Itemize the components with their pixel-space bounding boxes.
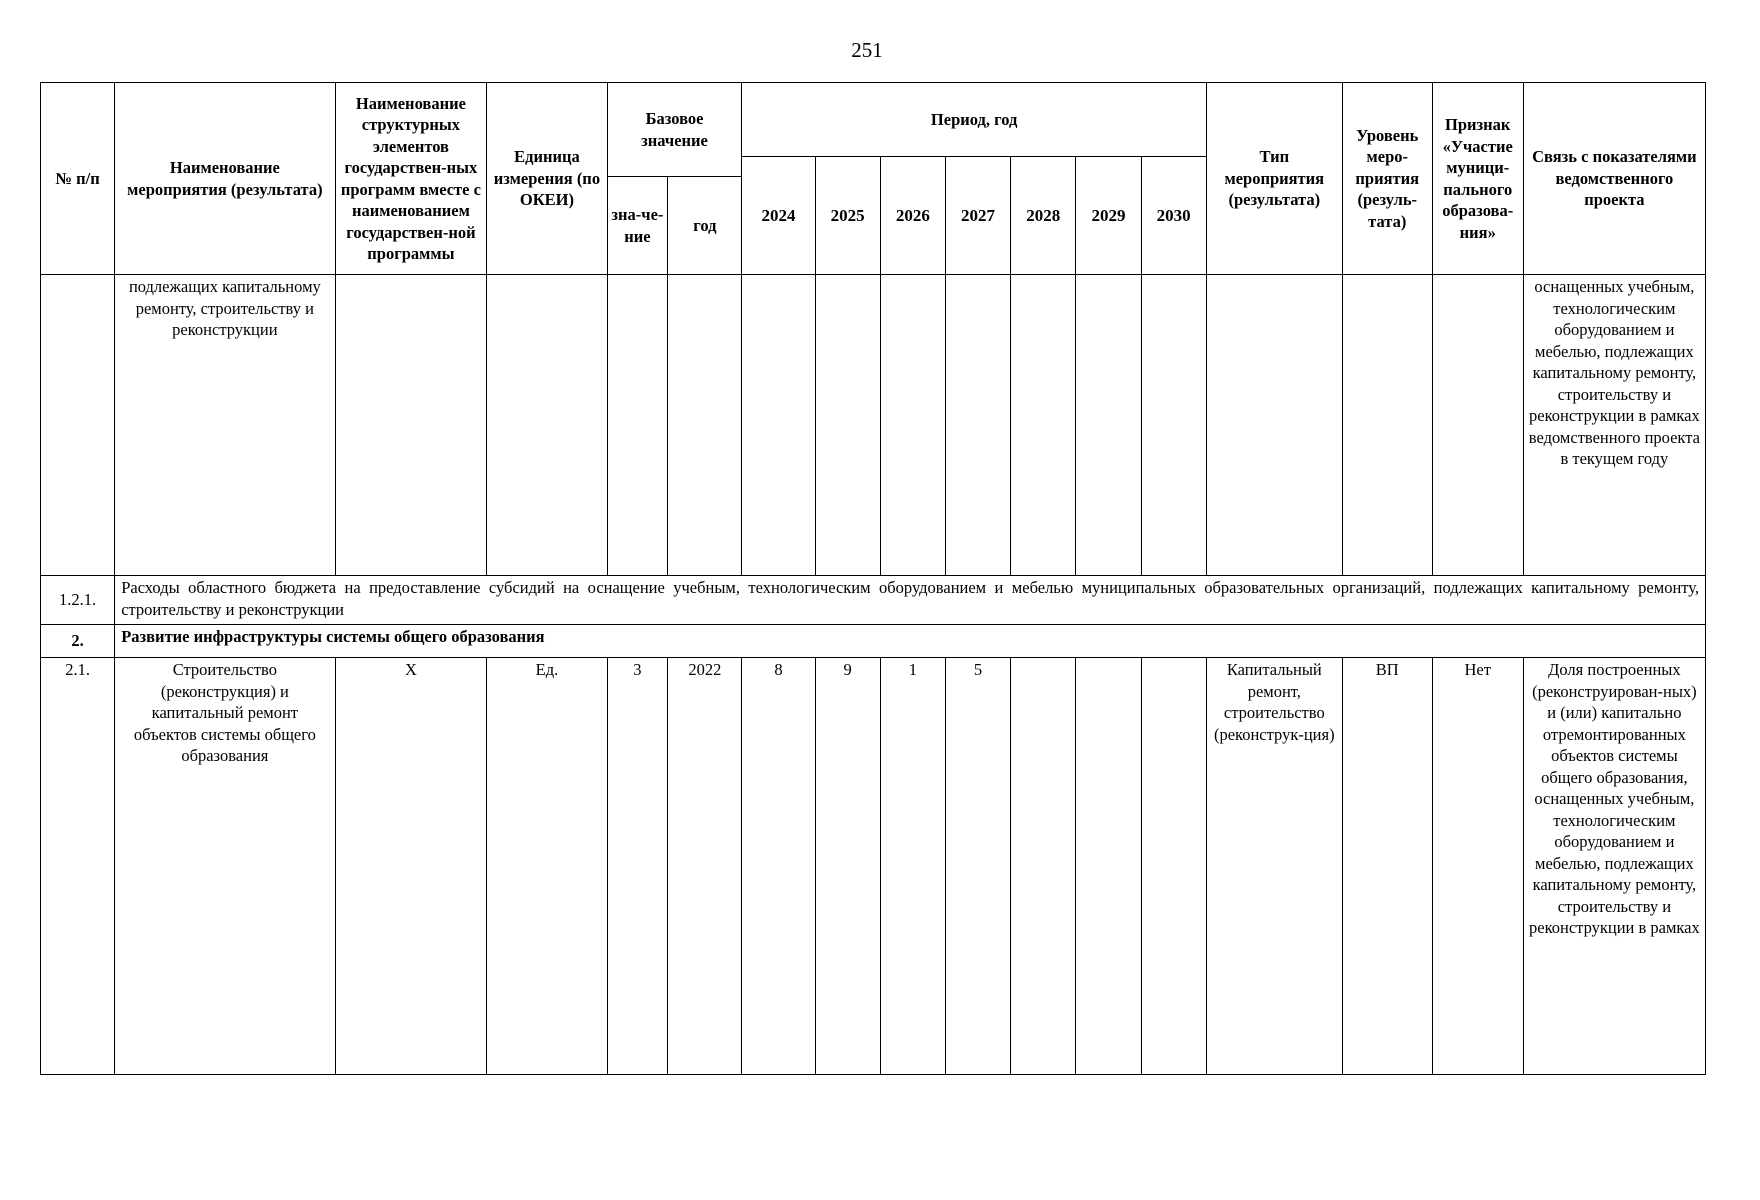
cell-level: ВП bbox=[1342, 658, 1432, 1075]
header-year-2024: 2024 bbox=[742, 157, 815, 275]
cell-name: подлежащих капитальному ремонту, строительству и реконструкции bbox=[115, 275, 335, 576]
cell-name: Строительство (реконструкция) и капитальный ремонт объектов системы общего образования bbox=[115, 658, 335, 1075]
cell-struct bbox=[335, 275, 487, 576]
header-type: Тип мероприятия (результата) bbox=[1206, 83, 1342, 275]
header-base: Базовое значение bbox=[607, 83, 742, 177]
cell-2030 bbox=[1141, 275, 1206, 576]
cell-sign bbox=[1432, 275, 1523, 576]
header-year-2027: 2027 bbox=[945, 157, 1010, 275]
header-base-value: зна-че-ние bbox=[607, 177, 668, 275]
cell-level bbox=[1342, 275, 1432, 576]
table-header bbox=[41, 83, 1706, 275]
header-struct: Наименование структурных элементов государствен-ных программ вместе с наименованием государствен-ной программы bbox=[335, 83, 487, 275]
cell-link: оснащенных учебным, технологическим оборудованием и мебелью, подлежащих капитальному ремонту, строительству и реконструкции в рамках ведомственного проекта в текущем году bbox=[1523, 275, 1705, 576]
cell-2029 bbox=[1076, 658, 1141, 1075]
header-year-2029: 2029 bbox=[1076, 157, 1141, 275]
cell-2029 bbox=[1076, 275, 1141, 576]
cell-sign: Нет bbox=[1432, 658, 1523, 1075]
header-num: № п/п bbox=[41, 83, 115, 275]
header-level: Уровень меро-приятия (резуль-тата) bbox=[1342, 83, 1432, 275]
header-year-2030: 2030 bbox=[1141, 157, 1206, 275]
table-row-2 bbox=[41, 625, 1706, 658]
header-base-year: год bbox=[668, 177, 742, 275]
cell-num: 2. bbox=[41, 625, 115, 658]
table-row-2-1 bbox=[41, 658, 1706, 1075]
cell-2026: 1 bbox=[880, 658, 945, 1075]
header-year-2026: 2026 bbox=[880, 157, 945, 275]
cell-2028 bbox=[1011, 275, 1076, 576]
cell-section-title: Развитие инфраструктуры системы общего образования bbox=[115, 625, 1706, 658]
header-name: Наименование мероприятия (результата) bbox=[115, 83, 335, 275]
cell-num: 1.2.1. bbox=[41, 576, 115, 625]
header-sign: Признак «Участие муници-пального образова-ния» bbox=[1432, 83, 1523, 275]
cell-unit bbox=[487, 275, 607, 576]
cell-2024: 8 bbox=[742, 658, 815, 1075]
header-year-2025: 2025 bbox=[815, 157, 880, 275]
cell-num: 2.1. bbox=[41, 658, 115, 1075]
cell-base-year: 2022 bbox=[668, 658, 742, 1075]
cell-2024 bbox=[742, 275, 815, 576]
cell-2030 bbox=[1141, 658, 1206, 1075]
header-unit: Единица измерения (по ОКЕИ) bbox=[487, 83, 607, 275]
cell-merged-text: Расходы областного бюджета на предоставление субсидий на оснащение учебным, технологическим оборудованием и мебелью муниципальных образовательных организаций, подлежащих капитальному ремонту, строительству и реконструкции bbox=[115, 576, 1706, 625]
cell-base-year bbox=[668, 275, 742, 576]
cell-num bbox=[41, 275, 115, 576]
cell-type: Капитальный ремонт, строительство (реконструк-ция) bbox=[1206, 658, 1342, 1075]
cell-2025: 9 bbox=[815, 658, 880, 1075]
cell-type bbox=[1206, 275, 1342, 576]
cell-base-value: 3 bbox=[607, 658, 668, 1075]
table-row-continuation bbox=[41, 275, 1706, 576]
table-row-1-2-1 bbox=[41, 576, 1706, 625]
measures-table bbox=[40, 82, 1706, 1075]
cell-2027: 5 bbox=[945, 658, 1010, 1075]
cell-struct: Х bbox=[335, 658, 487, 1075]
cell-link: Доля построенных (реконструирован-ных) и (или) капитально отремонтированных объектов системы общего образования, оснащенных учебным, технологическим оборудованием и мебелью, подлежащих капитальному ремонту, строительству и реконструкции в рамках bbox=[1523, 658, 1705, 1075]
cell-2025 bbox=[815, 275, 880, 576]
cell-2026 bbox=[880, 275, 945, 576]
cell-unit: Ед. bbox=[487, 658, 607, 1075]
header-year-2028: 2028 bbox=[1011, 157, 1076, 275]
page-number: 251 bbox=[851, 38, 883, 62]
header-link: Связь с показателями ведомственного проекта bbox=[1523, 83, 1705, 275]
cell-2028 bbox=[1011, 658, 1076, 1075]
cell-2027 bbox=[945, 275, 1010, 576]
header-period: Период, год bbox=[742, 83, 1206, 157]
cell-base-value bbox=[607, 275, 668, 576]
